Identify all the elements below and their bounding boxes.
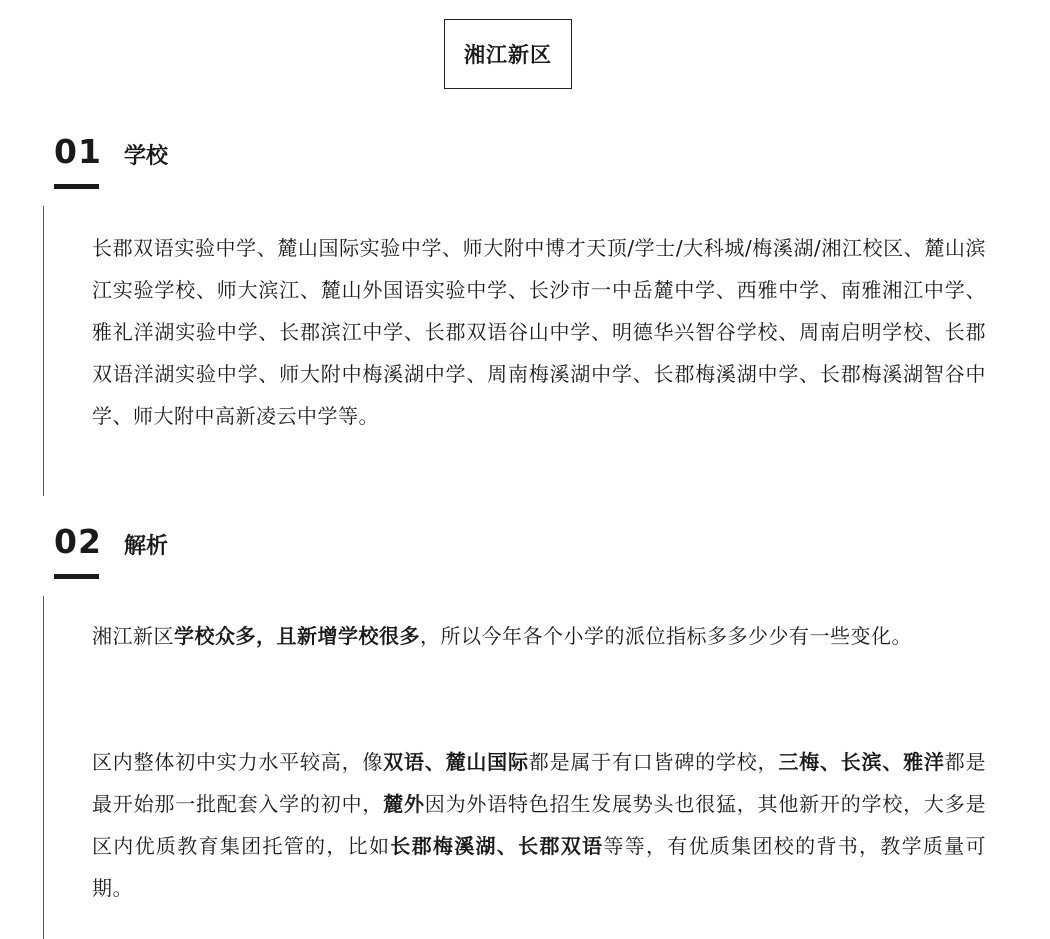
section-underline xyxy=(54,574,99,579)
bold-text-run: 双语、麓山国际 xyxy=(383,750,529,774)
page-title: 湘江新区 xyxy=(444,19,572,89)
section-header-schools xyxy=(54,132,168,171)
section-number: 02 xyxy=(54,522,102,561)
bold-text-run: 长郡梅溪湖、长郡双语 xyxy=(390,834,604,858)
analysis-paragraph-2 xyxy=(92,741,986,909)
bold-text-run: 学校众多，且新增学校很多 xyxy=(174,624,420,648)
text-run: 都是属于有口皆碑的学校， xyxy=(528,750,779,774)
text-run: 因为外语特色招生发展势头也很猛，其他新开的学校，大多是区内优质教育集团托管的，比如 xyxy=(92,792,987,858)
text-run: 湘江新区 xyxy=(92,624,174,648)
section-vertical-rule xyxy=(43,596,44,939)
text-run: ，所以今年各个小学的派位指标多多少少有一些变化。 xyxy=(420,624,912,648)
section-number: 01 xyxy=(54,132,102,171)
bold-text-run: 麓外 xyxy=(383,792,425,816)
bold-text-run: 三梅、长滨、雅洋 xyxy=(778,750,945,774)
text-run: 等等，有优质集团校的背书，教学质量可期。 xyxy=(92,834,987,900)
section-label: 解析 xyxy=(123,534,168,559)
analysis-paragraph-1 xyxy=(92,615,986,657)
schools-list-paragraph: 长郡双语实验中学、麓山国际实验中学、师大附中博才天顶/学士/大科城/梅溪湖/湘江校区、麓山滨江实验学校、师大滨江、麓山外国语实验中学、长沙市一中岳麓中学、西雅中学、南雅湘江中学、雅礼洋湖实验中学、长郡滨江中学、长郡双语谷山中学、明德华兴智谷学校、周南启明学校、长郡双语洋湖实验中学、师大附中梅溪湖中学、周南梅溪湖中学、长郡梅溪湖中学、长郡梅溪湖智谷中学、师大附中高新凌云中学等。 xyxy=(92,236,986,428)
text-run: 都是最开始那一批配套入学的初中， xyxy=(92,750,987,816)
section-underline xyxy=(54,184,99,189)
text-run: 区内整体初中实力水平较高，像 xyxy=(92,750,384,774)
section-header-analysis xyxy=(54,522,168,561)
section-vertical-rule xyxy=(43,206,44,496)
section-label: 学校 xyxy=(123,144,168,169)
